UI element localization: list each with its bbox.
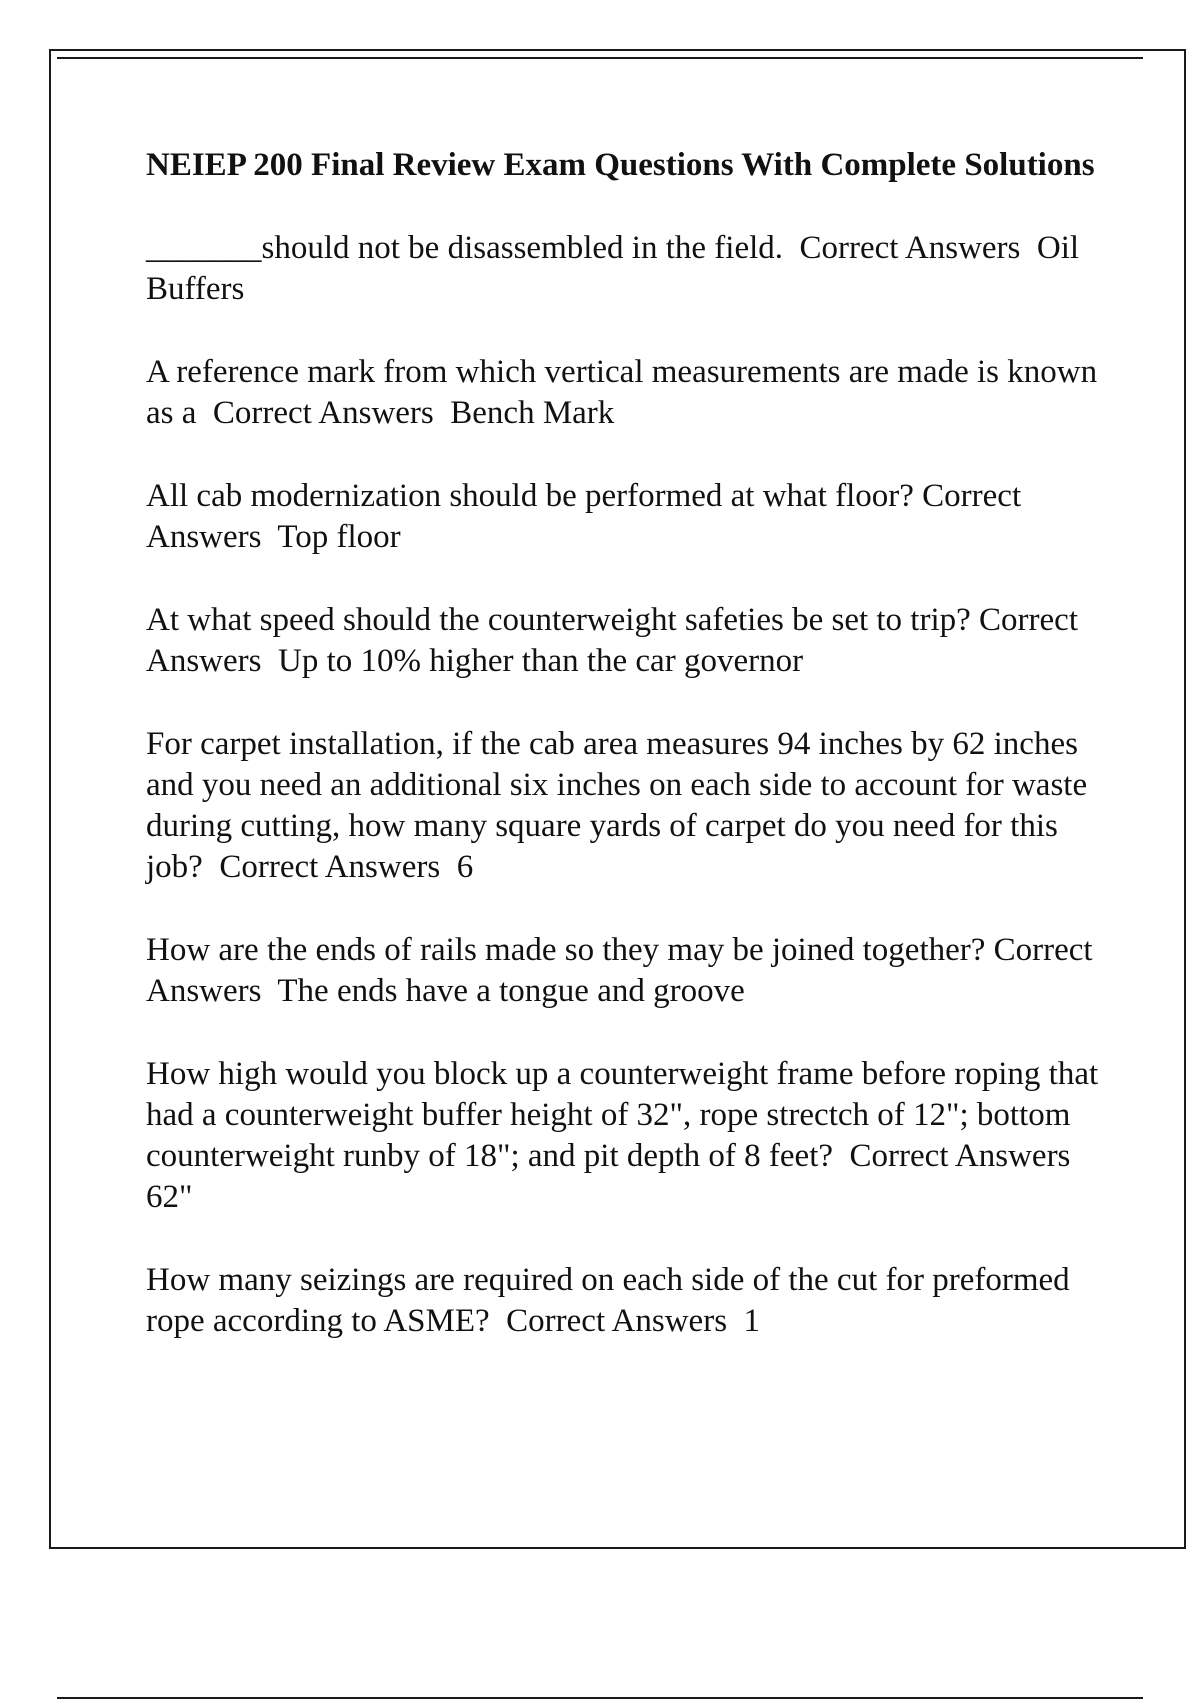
- qa-item: [146, 476, 1106, 558]
- answer-label: Correct Answers: [212, 395, 434, 431]
- answer-label: Correct Answers: [146, 602, 1085, 679]
- question-text: How many seizings are required on each side of the cut for preformed rope according to ASME?: [146, 1262, 1070, 1339]
- qa-item: [146, 228, 1106, 310]
- header-rule: [57, 57, 1143, 59]
- answer-text: The ends have a tongue and groove: [277, 973, 745, 1009]
- qa-item: [146, 600, 1106, 682]
- answer-text: 62": [146, 1179, 193, 1215]
- answer-label: Correct Answers: [506, 1303, 728, 1339]
- document-body: [146, 145, 1106, 1384]
- answer-label: Correct Answers: [219, 849, 441, 885]
- question-text: _______should not be disassembled in the field.: [146, 230, 784, 266]
- qa-item: [146, 1054, 1106, 1218]
- answer-label: Correct Answers: [799, 230, 1021, 266]
- qa-item: [146, 352, 1106, 434]
- question-text: How high would you block up a counterweight frame before roping that had a counterweight buffer height of 32", rope strectch of 12"; bottom counterweight runby of 18"; and pit depth of 8 feet?: [146, 1056, 1099, 1174]
- answer-text: Top floor: [277, 519, 401, 555]
- answer-label: Correct Answers: [146, 478, 1028, 555]
- qa-item: [146, 1260, 1106, 1342]
- answer-text: Up to 10% higher than the car governor: [277, 643, 804, 679]
- question-text: At what speed should the counterweight safeties be set to trip?: [146, 602, 971, 638]
- answer-text: Oil Buffers: [146, 230, 1088, 307]
- answer-text: Bench Mark: [450, 395, 615, 431]
- answer-text: 1: [743, 1303, 761, 1339]
- answer-label: Correct Answers: [146, 932, 1100, 1009]
- answer-text: 6: [456, 849, 474, 885]
- question-text: All cab modernization should be performed at what floor?: [146, 478, 914, 514]
- qa-item: [146, 930, 1106, 1012]
- question-text: How are the ends of rails made so they may be joined together?: [146, 932, 986, 968]
- answer-label: Correct Answers: [849, 1138, 1071, 1174]
- question-text: For carpet installation, if the cab area measures 94 inches by 62 inches and you need an additional six inches on each side to account for waste during cutting, how many square yards of carpet do you need for this job?: [146, 726, 1088, 885]
- question-text: A reference mark from which vertical measurements are made is known as a: [146, 354, 1098, 431]
- qa-item: [146, 724, 1106, 888]
- footer-rule: [57, 1697, 1143, 1699]
- document-title: NEIEP 200 Final Review Exam Questions With Complete Solutions: [146, 147, 1095, 183]
